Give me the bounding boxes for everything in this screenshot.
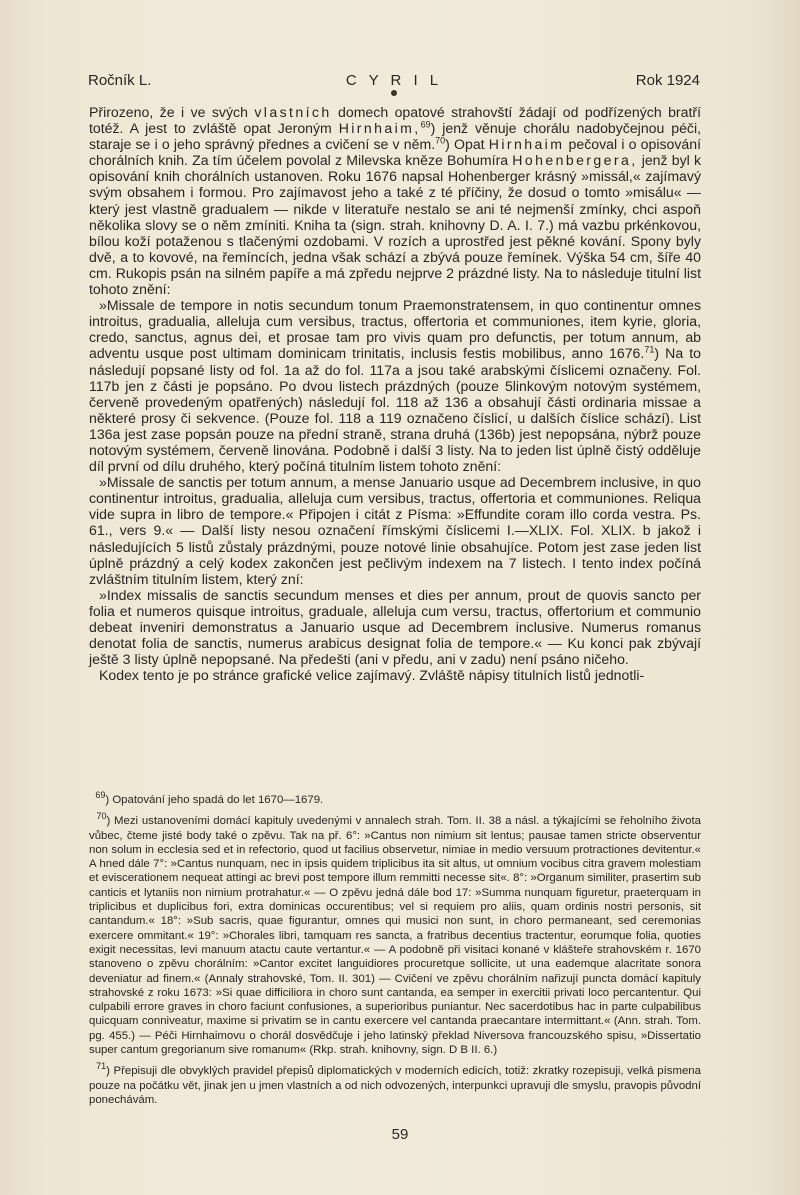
footnotes — [89, 790, 701, 1107]
journal-title: C Y R I L — [345, 72, 443, 89]
running-header — [88, 72, 700, 94]
footnote-71: $^{71}$) Přepisuji dle obvyklých pravidel přepisů diplomatických v moderních edicích, totiž: zkratky rozepisuji, velká písmena pouze na počátku vět, jinak jen u jmen vlastních a od nich odvozených, interpunkci upravuji dle smyslu, pravopis původní ponechávám. — [89, 1061, 701, 1106]
paragraph: »Missale de tempore in notis secundum tonum Praemonstratensem, in quo continentur omnes introitus, gradualia, alleluja cum versibus, tractus, offertoria et communiones, item kyrie, gloria, credo, sanctus, agnus dei, et prosae tam pro vivis quam pro defunctis, per totum annum, ab adventu usque post ultimam dominicam trinitatis, inclusis festis mobilibus, anno 1676.71) Na to následují popsané listy od fol. 1a až do fol. 117a a jsou také arabskými číslicemi označeny. Fol. 117b jen z části je popsáno. Po dvou listech prázdných (pouze 5linkovým notovým systémem, červeně provedeným opatřených) následují fol. 118 až 136 a obsahují části ordinaria missae a některé prosy či sekvence. (Pouze fol. 118 a 119 označeno číslicí, u dalších číslice schází). List 136a jest zase popsán pouze na přední straně, strana druhá (136b) jest nepopsána, nýbrž pouze notovým systémem, červeně linována. Podobně i další 3 listy. Na to jeden list úplně čistý odděluje díl první od dílu druhého, který počíná titulním listem tohoto znění: — [89, 297, 702, 475]
paragraph: Kodex tento je po stránce grafické velice zajímavý. Zvláště nápisy titulních listů jednotli- — [99, 667, 645, 684]
paragraph: »Missale de sanctis per totum annum, a mense Januario usque ad Decembrem inclusive, in quo continentur introitus, gradualia, alleluja cum versibus, tractus, offertoria et communiones. Reliqua vide supra in libro de tempore.« Připojen i citát z Písma: »Effundite coram illo corda vestra. Ps. 61., vers 9.« — Další listy nesou označení římskými číslicemi I.—XLIX. Fol. XLIX. b jakož i následujících 5 listů zůstaly prázdnými, pouze notové linie obsahujíce. Potom jest zase jeden list úplně prázdný a celý kodex zakončen jest pečlivým indexem na 7 listech. I tento index počíná zvláštním titulním listem, který zní: — [89, 474, 701, 587]
footnote-69: $^{69}$) Opatování jeho spadá do let 1670—1679. — [95, 790, 324, 806]
main-text — [89, 104, 701, 683]
paragraph: Přirozeno, že i ve svých vlastních domech opatové strahovští žádají od podřízených bratří totéž. A jest to zvláště opat Jeroným Hirnhaim,$^{69}$) jenž věnuje chorálu nadobyčejnou péči, staraje se i o jeho správný přednes a cvičení se v něm.$^{70}$) Opat Hirnhaim pečoval i o opisování chorálních knih. Za tím účelem povolal z Milevska kněze Bohumíra Hohenbergera, jenž byl k opisování knih chorálních ustanoven. Roku 1676 napsal Hohenberger krásný »missál,« zajímavý svým obsahem i formou. Pro zajímavost jeho a také z té příčiny, že dosud o tomto »misálu« — který jest vlastně gradualem — nikde v literatuře nestalo se ani té nejmenší zmínky, chci aspoň několika slovy se o něm zmíniti. Kniha ta (sign. strah. knihovny D. A. I. 7.) má vazbu prkénkovou, bílou koží potaženou s tlačenými ozdobami. V rozích a uprostřed jest pěkné kování. Spony byly dvě, a to kovové, na řemíncích, jedna však schází a zbývá pouze řemínek. Výška 54 cm, šíře 40 cm. Rukopis psán na silném papíře a má zpředu nejprve 2 prázdné listy. Na to následuje titulní list tohoto znění: — [89, 104, 702, 298]
ornament-dot — [391, 90, 397, 96]
paragraph: »Index missalis de sanctis secundum menses et dies per annum, prout de quovis sancto per folia et numeros quisque introitus, graduale, alleluja cum versu, tractus, offertorium et communio debeat inveniri demonstratus a Januario usque ad Decembrem inclusive. Numerus romanus denotat folia de sanctis, numerus arabicus designat folia de tempore.« — Ku konci pak zbývají ještě 3 listy úplně nepopsané. Na předešti (ani v předu, ani v zadu) není psáno ničeho. — [89, 586, 701, 668]
year-label: Rok 1924 — [635, 72, 700, 89]
volume-label: Ročník L. — [88, 72, 152, 89]
footnote-70: $^{70}$) Mezi ustanoveními domácí kapituly uvedenými v annalech strah. Tom. II. 38 a násl. a týkajícími se řeholního života vůbec, čteme jisté body také o zpěvu. Tak na př. 6°: »Cantus non nimium sit lentus; pausae tamen stricte observentur non solum in ecclesia sed et in refectorio, quod ut facilius observetur, nimiae in medio versuum protractiones devitentur.« A hned dále 7°: »Cantus nunquam, nec in ipsis quidem triplicibus ita sit altus, ut omnium vocibus citra gravem molestiam et eviscerationem nequeat attingi ac brevi post tempore illum remmitti necesse sit«. 8°: »Organum similiter, prasertim sub canticis et lytaniis non nimium protrahatur.« — O zpěvu jedná dále bod 17: »Summa nunquam figuretur, praeterquam in triplicibus et duplicibus fori, extra dominicas occurentibus; vel si requiem pro aliis, quam ordinis nostri personis, sit cantandum.« 18°: »Sub sacris, quae figurantur, omnes qui musici non sunt, in choro permaneant, sed ceremonias exercere ommitant.« 19°: »Chorales libri, tamquam res sancta, a fratribus decentius tractentur, eorumque folia, quoties exigit necessitas, levi manuum atactu caute vertantur.« — A podobně při visitaci konané v klášteře strahovském r. 1670 stanoveno o zpěvu chorálním: »Cantor excitet languidiores procuretque sollicite, ut una eademque alacritate sonora deveniatur ad finem.« (Annaly strahovské, Tom. II. 301) — Cvičení ve zpěvu chorálním nařizují puncta domácí kapituly strahovské z roku 1673: »Si quae difficiliora in choro sunt cantanda, ea semper in exercitii privati loco percantentur. Qui culpabili errore graves in choro faciunt confusiones, a superioribus puniantur. Nec sacerdotibus hac in parte culpabilibus quicquam conniveatur, maxime si privatim se in cantu exercere vel cantanda praecantare intermittant.« (Ann. strah. Tom. pg. 455.) — Péči Hirnhaimovu o chorál dosvědčuje i jeho latinský překlad Niversova francouzského spisu, »Dissertatio super cantum gregorianum sive romanum« (Rkp. strah. knihovny, sign. D B II. 6.) — [89, 811, 701, 1057]
page-number: 59 — [391, 1126, 409, 1143]
